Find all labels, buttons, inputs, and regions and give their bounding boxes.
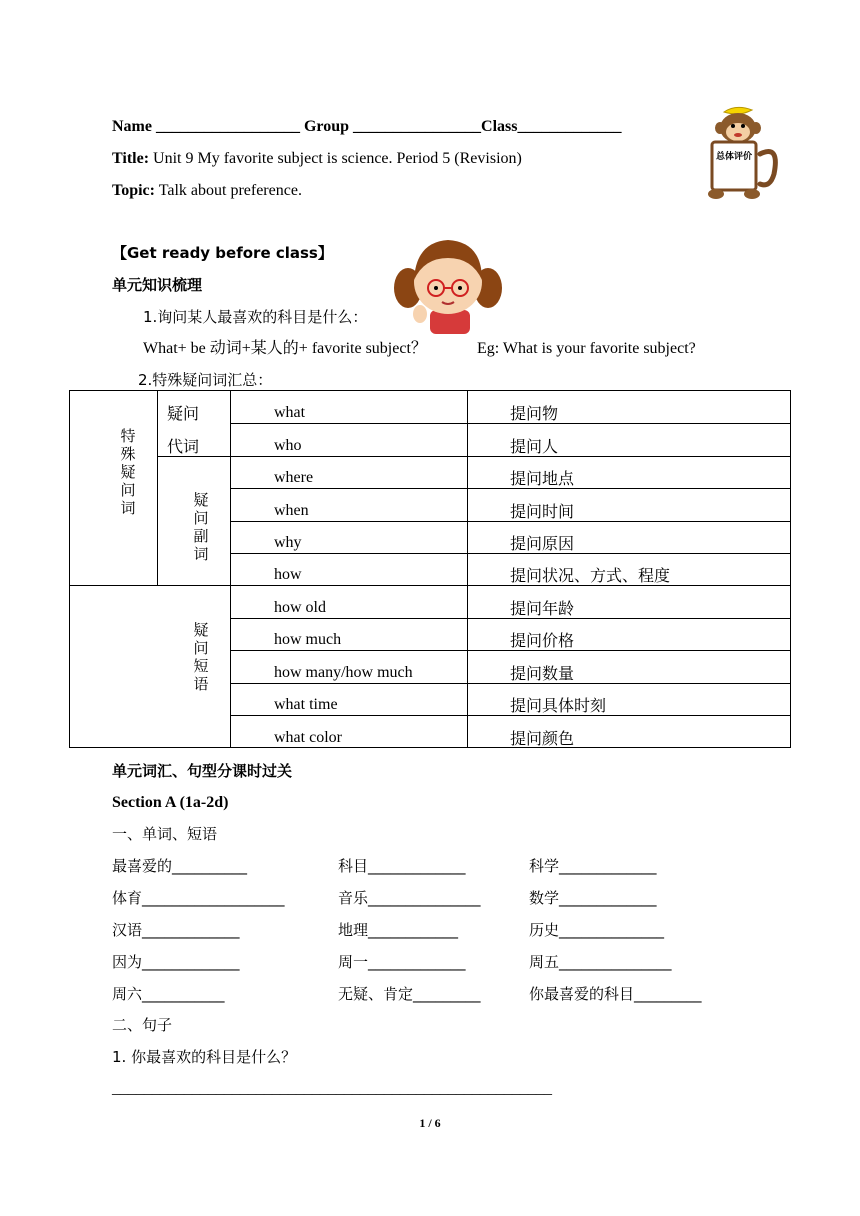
- vocab-item: 周一_____________: [338, 953, 466, 971]
- adverb-label: 疑问副词: [193, 491, 209, 563]
- pronoun-label-line1: 疑问: [167, 404, 200, 423]
- table-cell-word: how: [274, 566, 302, 583]
- title-text: Unit 9 My favorite subject is science. Period 5 (Revision): [149, 150, 522, 167]
- part-2-heading: 二、句子: [112, 1016, 173, 1034]
- table-cell-meaning: 提问时间: [510, 502, 575, 521]
- vocab-item: 音乐_______________: [338, 889, 481, 907]
- badge-text: 总体评价: [715, 152, 753, 162]
- table-cell-meaning: 提问物: [510, 404, 559, 423]
- vocab-item: 最喜爱的__________: [112, 857, 248, 875]
- vocab-item: 历史______________: [529, 921, 665, 939]
- table-cell-meaning: 提问具体时刻: [510, 696, 607, 715]
- vocab-item: 无疑、肯定_________: [338, 985, 481, 1003]
- table-cell-meaning: 提问颜色: [510, 729, 575, 748]
- table-cell-meaning: 提问价格: [510, 631, 575, 650]
- table-cell-word: where: [274, 469, 314, 486]
- vocab-item: 数学_____________: [529, 889, 657, 907]
- answer-line[interactable]: _______________________________________________________: [112, 1080, 552, 1097]
- phrase-label: 疑问短语: [193, 621, 209, 693]
- vocab-item: 汉语_____________: [112, 921, 240, 939]
- table-cell-meaning: 提问年龄: [510, 599, 575, 618]
- table-cell-word: what color: [274, 729, 342, 746]
- table-cell-word: how old: [274, 599, 326, 616]
- part-1-heading: 一、单词、短语: [112, 825, 218, 843]
- table-cell-meaning: 提问状况、方式、程度: [510, 566, 671, 585]
- section-ready-heading: 【Get ready before class】: [112, 244, 333, 262]
- pronoun-label-line2: 代词: [167, 437, 200, 456]
- table-cell-meaning: 提问数量: [510, 664, 575, 683]
- monkey-evaluation-icon: [694, 104, 784, 204]
- table-cell-word: what time: [274, 696, 338, 713]
- vocab-heading: 单元词汇、句型分课时过关: [112, 762, 293, 780]
- title-label: Title:: [112, 150, 150, 167]
- vocab-item: 地理____________: [338, 921, 459, 939]
- question-words-table: [69, 390, 791, 748]
- page-number: 1 / 6: [419, 1116, 441, 1130]
- girl-illustration-icon: [392, 228, 504, 334]
- vocab-item: 周六___________: [112, 985, 225, 1003]
- topic-line: [112, 181, 302, 201]
- table-cell-word: why: [274, 534, 302, 551]
- table-cell-meaning: 提问地点: [510, 469, 575, 488]
- vocab-item: 因为_____________: [112, 953, 240, 971]
- point-1-example: Eg: What is your favorite subject?: [477, 340, 696, 357]
- point-2: 2.特殊疑问词汇总：: [138, 371, 273, 389]
- special-question-words-label: 特殊疑问词: [120, 427, 136, 517]
- vocab-item: 周五_______________: [529, 953, 672, 971]
- table-cell-word: how much: [274, 631, 342, 648]
- point-1-pattern: What+ be 动词+某人的+ favorite subject？: [143, 340, 427, 357]
- vocab-item: 你最喜爱的科目_________: [529, 985, 702, 1003]
- name-group-class-line: Name __________________ Group ________________Class_____________: [112, 118, 622, 135]
- table-cell-meaning: 提问人: [510, 437, 559, 456]
- table-cell-meaning: 提问原因: [510, 534, 575, 553]
- question-1: 1. 你最喜欢的科目是什么？: [112, 1048, 297, 1066]
- topic-text: Talk about preference.: [154, 182, 302, 199]
- section-sub-heading: 单元知识梳理: [112, 276, 203, 294]
- topic-label: Topic:: [112, 182, 155, 199]
- vocab-item: 体育___________________: [112, 889, 285, 907]
- table-cell-word: what: [274, 404, 306, 421]
- table-cell-word: when: [274, 502, 309, 519]
- point-1: 1.询问某人最喜欢的科目是什么：: [143, 308, 368, 326]
- table-cell-word: how many/how much: [274, 664, 413, 681]
- title-line: [112, 149, 522, 169]
- section-a-heading: Section A (1a-2d): [112, 794, 229, 811]
- table-cell-word: who: [274, 437, 302, 454]
- vocab-item: 科目_____________: [338, 857, 466, 875]
- vocab-item: 科学_____________: [529, 857, 657, 875]
